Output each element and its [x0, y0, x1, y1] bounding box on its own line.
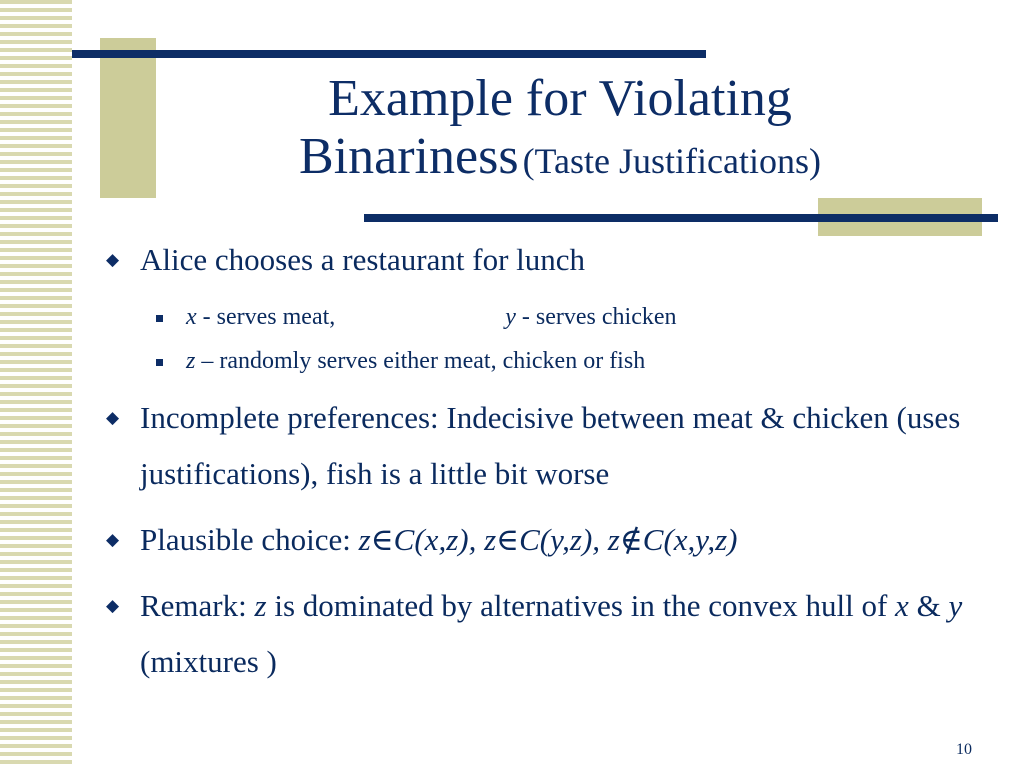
slide-title [120, 70, 1000, 198]
diamond-bullet-icon: ◆ [106, 530, 120, 549]
sub-bullet-1: x - serves meat, y - serves chicken [100, 302, 1000, 332]
title-subtitle: (Taste Justifications) [522, 141, 821, 181]
decorative-stripes [0, 0, 72, 768]
square-bullet-icon [156, 359, 163, 366]
bullet-2: ◆ Incomplete preferences: Indecisive between meat & chicken (uses justifications), fish is a little bit worse [100, 390, 1000, 502]
title-line-1: Example for Violating [328, 70, 792, 127]
diamond-bullet-icon: ◆ [106, 408, 120, 427]
slide-body [100, 232, 1000, 690]
bullet-3: ◆ Plausible choice: z∈C(x,z), z∈C(y,z), z∉C(x,y,z) [100, 512, 1000, 568]
bullet-1: ◆ Alice chooses a restaurant for lunch [100, 232, 1000, 288]
page-number: 10 [956, 741, 972, 758]
title-line-2: Binariness [299, 128, 519, 185]
sub-bullet-2: z – randomly serves either meat, chicken or fish [100, 346, 1000, 376]
bullet-4: ◆ Remark: z is dominated by alternatives in the convex hull of x & y (mixtures ) [100, 578, 1000, 690]
title-rule-bottom [364, 214, 998, 222]
square-bullet-icon [156, 315, 163, 322]
title-rule-top [72, 50, 706, 58]
choice-formula: z∈C(x,z), z∈C(y,z), z∉C(x,y,z) [358, 522, 738, 557]
diamond-bullet-icon: ◆ [106, 596, 120, 615]
diamond-bullet-icon: ◆ [106, 250, 120, 269]
